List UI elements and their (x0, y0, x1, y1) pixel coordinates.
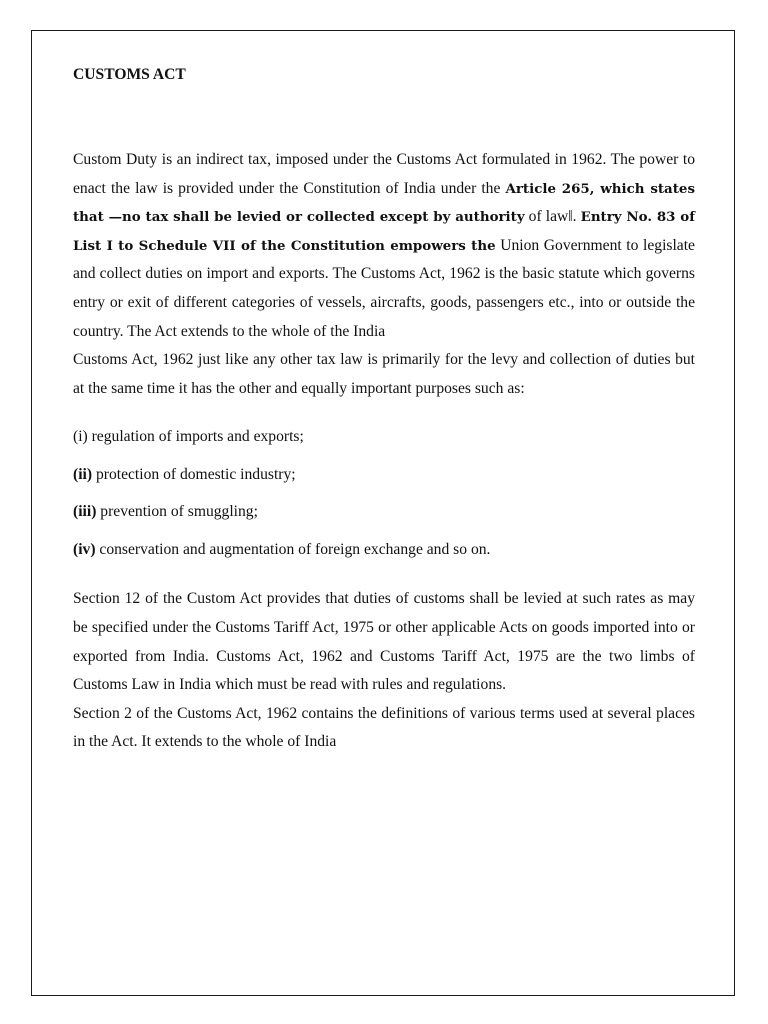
list-item-number: (iv) (73, 540, 96, 558)
intro-text-c: Union Government to legislate and collect duties on import and exports. The Customs Act, 1962 is the basic statute which governs entry or exit of different categories of vessels, aircrafts, goods, passengers etc., into or outside the country. The Act extends to the whole of the India (73, 236, 695, 340)
list-item-number: (i) (73, 428, 88, 446)
intro-text-b: of law‖. (524, 208, 581, 226)
list-item-number: (ii) (73, 465, 93, 483)
list-item-text: protection of domestic industry; (92, 465, 296, 483)
intro-text-a: Custom Duty is an indirect tax, imposed under the Customs Act formulated in 1962. The power to enact the law is provided under the Constitution of India under the (73, 151, 695, 197)
paragraph-section-12: Section 12 of the Custom Act provides that duties of customs shall be levied at such rates as may be specified under the Customs Tariff Act, 1975 or other applicable Acts on goods imported into or exported from India. Customs Act, 1962 and Customs Tariff Act, 1975 are the two limbs of Customs Law in India which must be read with rules and regulations. (73, 590, 695, 694)
purposes-list (73, 418, 695, 568)
list-item (73, 493, 695, 531)
list-item-text: conservation and augmentation of foreign exchange and so on. (95, 540, 491, 558)
paragraph-purposes: Customs Act, 1962 just like any other tax law is primarily for the levy and collection of duties but at the same time it has the other and equally important purposes such as: (73, 351, 695, 397)
paragraph-intro (73, 146, 695, 346)
list-item-text: regulation of imports and exports; (87, 428, 304, 446)
list-item-number: (iii) (73, 503, 97, 521)
entry-83-bold: Entry No. 83 of List I to Schedule VII of the Constitution empowers the (73, 209, 695, 254)
article-265-bold: Article 265, which states that —no tax shall be levied or collected except by authority (73, 180, 695, 226)
document-body (73, 64, 695, 757)
list-item (73, 456, 695, 494)
list-item-text: prevention of smuggling; (96, 503, 258, 521)
document-title: CUSTOMS ACT (73, 66, 186, 83)
paragraph-section-2: Section 2 of the Customs Act, 1962 contains the definitions of various terms used at several places in the Act. It extends to the whole of India (73, 704, 695, 751)
list-item (73, 531, 695, 569)
list-item (73, 418, 695, 456)
